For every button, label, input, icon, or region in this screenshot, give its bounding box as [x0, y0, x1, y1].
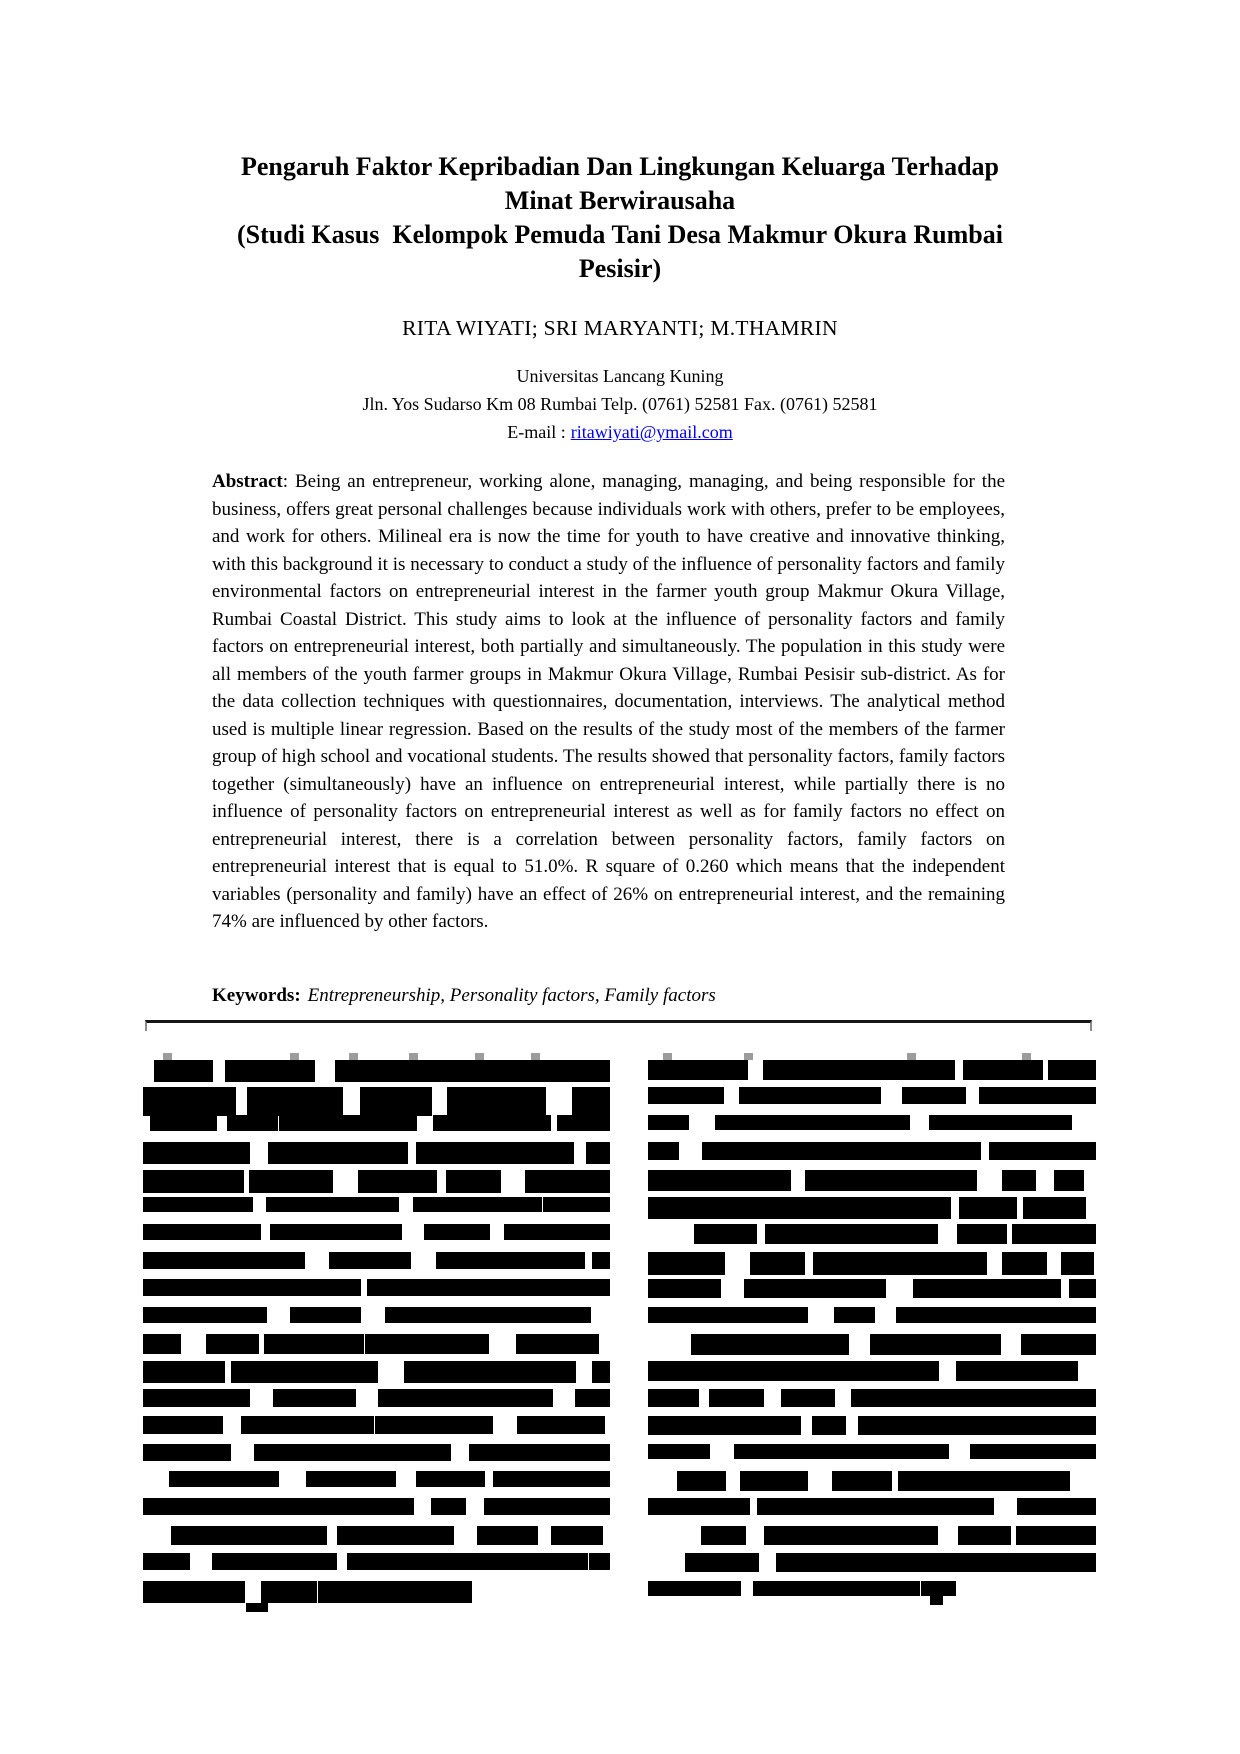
redaction-nub	[409, 1053, 418, 1060]
redaction-block	[143, 1361, 225, 1383]
redaction-block	[247, 1087, 277, 1116]
redaction-block	[592, 1361, 610, 1383]
redaction-block	[245, 1279, 361, 1296]
email-label: E-mail :	[507, 422, 566, 442]
redaction-block	[1004, 1416, 1096, 1435]
redaction-block	[724, 1224, 757, 1244]
redaction-block	[648, 1170, 791, 1191]
redaction-block	[979, 1087, 1096, 1104]
abstract-text: : Being an entrepreneur, working alone, managing, managing, and being responsible for the business, offers great personal challenges because individuals work with others, prefer to be employees, and work for others. Milineal era is now the time for youth to have creative and innovative thinking, with this background it is necessary to conduct a study of the influence of personality factors and family environmental factors on entrepreneurial interest in the farmer youth group Makmur Okura Village, Rumbai Coastal District. This study aims to look at the influence of personality factors and family factors on entrepreneurial interest, both partially and simultaneously. The population in this study were all members of the youth farmer groups in Makmur Okura Village, Rumbai Pesisir sub-district. As for the data collection techniques with questionnaires, documentation, interviews. The analytical method used is multiple linear regression. Based on the results of the study most of the members of the farmer group of high school and vocational students. The results showed that personality factors, family factors together (simultaneously) have an influence on entrepreneurial interest, while partially there is no influence of personality factors on entrepreneurial interest as well as for family factors no effect on entrepreneurial interest, there is a correlation between personality factors, family factors on entrepreneurial interest that is equal to 51.0%. R square of 0.260 which means that the independent variables (personality and family) have an effect of 26% on entrepreneurial interest, and the remaining 74% are influenced by other factors.	[212, 471, 1005, 932]
redaction-block	[921, 1581, 956, 1596]
redaction-block	[143, 1224, 261, 1240]
redaction-block	[845, 1060, 955, 1080]
redaction-block	[648, 1389, 699, 1407]
redaction-block	[1003, 1389, 1096, 1407]
redaction-block	[385, 1307, 448, 1323]
redaction-block	[763, 1060, 845, 1080]
redaction-block	[143, 1389, 250, 1407]
redaction-block	[416, 1471, 485, 1487]
redaction-block	[1039, 1553, 1067, 1572]
redaction-block	[497, 1361, 576, 1383]
redaction-block	[301, 1361, 378, 1383]
redaction-block	[903, 1444, 949, 1459]
redaction-block	[171, 1526, 327, 1545]
redaction-block	[227, 1115, 278, 1131]
redaction-block	[776, 1553, 904, 1572]
redaction-nub	[1022, 1053, 1031, 1060]
redaction-block	[150, 1115, 217, 1131]
redaction-block	[648, 1115, 689, 1130]
redaction-block	[812, 1416, 846, 1435]
redaction-nub	[349, 1053, 358, 1060]
redaction-block	[1023, 1197, 1086, 1219]
redaction-block	[648, 1581, 741, 1596]
redaction-block	[517, 1416, 605, 1434]
redaction-block	[812, 1361, 939, 1381]
redaction-block	[805, 1170, 977, 1191]
redaction-block	[929, 1115, 1072, 1130]
redaction-block	[557, 1115, 610, 1131]
abstract-label: Abstract	[212, 471, 283, 492]
redaction-block	[802, 1087, 881, 1104]
redaction-block	[206, 1334, 259, 1354]
redaction-block	[378, 1389, 553, 1407]
redaction-block	[898, 1471, 1070, 1491]
redaction-block	[648, 1361, 812, 1381]
redaction-block	[306, 1471, 396, 1487]
redaction-block	[648, 1416, 801, 1435]
redaction-block	[691, 1334, 849, 1355]
redaction-block	[413, 1197, 542, 1212]
redaction-block	[648, 1142, 679, 1160]
redaction-block	[575, 1389, 610, 1407]
redaction-block	[744, 1279, 886, 1298]
redaction-block	[757, 1498, 922, 1515]
redaction-block	[572, 1087, 610, 1116]
redaction-block	[787, 1197, 951, 1219]
redaction-block	[1026, 1307, 1096, 1323]
redaction-block	[525, 1170, 610, 1193]
redaction-block	[813, 1252, 987, 1275]
redaction-nub	[290, 1053, 299, 1060]
redaction-block	[930, 1596, 943, 1605]
redaction-block	[648, 1252, 725, 1275]
redaction-block	[143, 1498, 264, 1515]
redaction-block	[433, 1115, 551, 1131]
redaction-nub	[744, 1053, 753, 1060]
redaction-block	[143, 1279, 245, 1296]
redaction-block	[270, 1224, 402, 1240]
redaction-block	[648, 1279, 721, 1298]
redaction-block	[329, 1252, 411, 1269]
redaction-block	[143, 1581, 245, 1603]
redaction-block	[231, 1361, 301, 1383]
redaction-block	[279, 1115, 417, 1131]
redaction-block	[648, 1307, 765, 1323]
redaction-block	[300, 1553, 337, 1570]
redaction-block	[484, 1498, 610, 1515]
redaction-block	[1016, 1526, 1071, 1545]
redaction-block	[648, 1498, 750, 1515]
redaction-block	[375, 1416, 493, 1434]
redaction-block	[448, 1307, 591, 1323]
redaction-block	[516, 1334, 599, 1354]
redaction-block	[266, 1197, 399, 1212]
redaction-block	[431, 1498, 466, 1515]
redaction-block	[277, 1087, 343, 1116]
redaction-block	[765, 1307, 808, 1323]
redaction-block	[904, 1553, 1039, 1572]
redaction-block	[254, 1444, 290, 1461]
redaction-block	[694, 1224, 724, 1244]
address-line: Jln. Yos Sudarso Km 08 Rumbai Telp. (0761) 52581 Fax. (0761) 52581	[362, 394, 878, 414]
redaction-block	[367, 1279, 516, 1296]
redaction-block	[504, 1224, 610, 1240]
redaction-block	[469, 1444, 610, 1461]
redaction-block	[392, 1060, 521, 1082]
redaction-block	[264, 1334, 364, 1354]
redaction-block	[989, 1142, 1096, 1160]
redaction-block	[586, 1142, 610, 1164]
redaction-block	[765, 1224, 878, 1244]
redaction-block	[685, 1553, 759, 1572]
redaction-block	[1002, 1252, 1047, 1275]
redaction-block	[958, 1526, 1011, 1545]
redaction-block	[701, 1526, 746, 1545]
redaction-block	[648, 1087, 724, 1104]
redaction-block	[249, 1170, 333, 1193]
redaction-block	[516, 1279, 610, 1296]
redaction-block	[446, 1170, 501, 1193]
redaction-block	[337, 1526, 454, 1545]
redaction-block	[264, 1498, 414, 1515]
redaction-block	[963, 1060, 1043, 1080]
redaction-block	[318, 1581, 472, 1603]
redaction-block	[143, 1334, 181, 1354]
redaction-block	[521, 1060, 610, 1082]
redaction-block	[753, 1581, 920, 1596]
redaction-block	[677, 1471, 726, 1491]
redaction-block	[832, 1471, 892, 1491]
redaction-block	[358, 1170, 437, 1193]
redaction-block	[1069, 1279, 1096, 1298]
redaction-block	[268, 1142, 408, 1164]
keywords-text: Entrepreneurship, Personality factors, Family factors	[307, 985, 716, 1006]
redaction-block	[273, 1389, 356, 1407]
redaction-block	[365, 1334, 489, 1354]
email-link[interactable]: ritawiyati@ymail.com	[570, 422, 733, 442]
redaction-block	[957, 1224, 1007, 1244]
redaction-block	[143, 1087, 236, 1116]
redaction-block	[246, 1603, 259, 1612]
title-line-2: Minat Berwirausaha	[504, 186, 736, 215]
redaction-block	[1030, 1444, 1096, 1459]
redaction-block	[902, 1087, 966, 1104]
redaction-block	[154, 1060, 213, 1082]
redaction-block	[143, 1142, 250, 1164]
keywords-label: Keywords:	[212, 985, 301, 1006]
redaction-block	[261, 1581, 317, 1603]
redaction-block	[212, 1553, 300, 1570]
redaction-block	[589, 1553, 610, 1570]
redaction-block	[1002, 1170, 1036, 1191]
redaction-block	[169, 1471, 279, 1487]
redaction-block	[1012, 1224, 1096, 1244]
redaction-block	[360, 1087, 432, 1116]
redaction-block	[241, 1416, 374, 1434]
redaction-block	[347, 1553, 495, 1570]
redaction-nub	[907, 1053, 916, 1060]
redaction-block	[1054, 1170, 1084, 1191]
redaction-block	[740, 1471, 808, 1491]
redaction-block	[922, 1498, 994, 1515]
redaction-block	[715, 1115, 797, 1130]
redaction-block	[648, 1060, 748, 1080]
redaction-block	[851, 1389, 1003, 1407]
redaction-block	[551, 1526, 603, 1545]
redaction-block	[404, 1361, 497, 1383]
redaction-block	[648, 1444, 710, 1459]
redaction-block	[290, 1444, 451, 1461]
redaction-block	[477, 1526, 538, 1545]
redaction-block	[143, 1170, 244, 1193]
redaction-block	[537, 1471, 610, 1487]
redaction-block	[913, 1279, 1061, 1298]
redaction-block	[781, 1389, 835, 1407]
redaction-block	[856, 1142, 981, 1160]
redaction-block	[797, 1115, 910, 1130]
redaction-block	[493, 1471, 537, 1487]
redaction-block	[739, 1087, 803, 1104]
redaction-block	[1021, 1334, 1096, 1355]
redaction-block	[424, 1224, 490, 1240]
redaction-block	[702, 1142, 856, 1160]
redaction-block	[143, 1197, 253, 1212]
redaction-block	[143, 1553, 190, 1570]
redaction-block	[335, 1060, 392, 1082]
redaction-block	[436, 1252, 585, 1269]
redaction-nub	[663, 1053, 672, 1060]
redaction-block	[1048, 1060, 1096, 1080]
redaction-block	[956, 1361, 1078, 1381]
redaction-block	[447, 1087, 546, 1116]
redaction-block	[959, 1197, 1017, 1219]
redaction-block	[709, 1389, 764, 1407]
redaction-block	[416, 1142, 574, 1164]
redaction-block	[734, 1444, 903, 1459]
redaction-block	[970, 1444, 1030, 1459]
redaction-block	[290, 1307, 361, 1323]
redaction-block	[143, 1252, 305, 1269]
title-line-1: Pengaruh Faktor Kepribadian Dan Lingkungan Keluarga Terhadap	[240, 152, 1000, 181]
title-line-3: (Studi Kasus Kelompok Pemuda Tani Desa Makmur Okura Rumbai	[237, 220, 1003, 249]
redaction-block	[1017, 1498, 1096, 1515]
redaction-block	[1061, 1252, 1094, 1275]
redaction-block	[1067, 1553, 1096, 1572]
institution: Universitas Lancang Kuning	[516, 366, 724, 386]
redaction-block	[870, 1334, 910, 1355]
redaction-nub	[163, 1053, 172, 1060]
redaction-block	[592, 1252, 610, 1269]
redaction-block	[858, 1416, 1004, 1435]
redaction-block	[225, 1060, 315, 1082]
redaction-block	[896, 1307, 1026, 1323]
redaction-block	[648, 1197, 787, 1219]
redaction-block	[750, 1252, 805, 1275]
redaction-block	[834, 1307, 875, 1323]
redaction-block	[543, 1197, 610, 1212]
redaction-nub	[475, 1053, 484, 1060]
redaction-block	[764, 1526, 938, 1545]
title-line-4: Pesisir)	[578, 254, 662, 283]
redaction-block	[910, 1334, 1001, 1355]
redaction-block	[495, 1553, 588, 1570]
redaction-block	[1071, 1526, 1096, 1545]
redaction-block	[143, 1416, 223, 1434]
redaction-nub	[531, 1053, 540, 1060]
redaction-block	[143, 1444, 231, 1461]
redaction-block	[143, 1307, 267, 1323]
redaction-block	[878, 1224, 938, 1244]
authors-line: RITA WIYATI; SRI MARYANTI; M.THAMRIN	[402, 316, 838, 340]
